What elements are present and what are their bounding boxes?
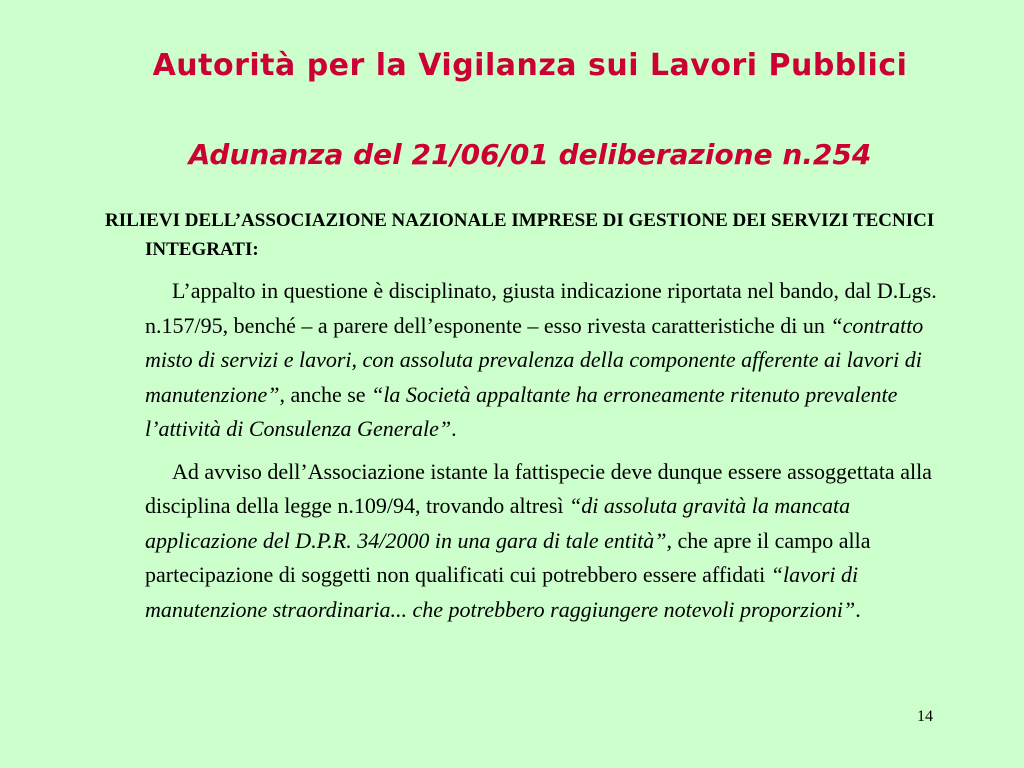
paragraph-2-quote-1: “di assoluta gravità la mancata applicazione del D.P.R. 34/2000 in una gara di tale entità” [145,493,851,553]
paragraph-2-text-1: Ad avviso dell’Associazione istante la fattispecie deve dunque essere assoggettata alla disciplina della legge n.109/94, trovando altresì [145,458,932,518]
paragraph-1-quote-1: “contratto misto di servizi e lavori, con assoluta prevalenza della componente afferente ai lavori di manutenzione” [145,312,924,407]
page-number: 14 [917,708,933,725]
paragraph-1-quote-2: “la Società appaltante ha erroneamente ritenuto prevalente l’attività di Consulenza Generale” [145,381,898,441]
paragraph-1 [145,274,960,447]
paragraph-1-text-2: , anche se [279,381,372,407]
section-heading: RILIEVI DELL’ASSOCIAZIONE NAZIONALE IMPRESE DI GESTIONE DEI SERVIZI TECNICI INTEGRATI: [105,210,935,260]
slide-body [105,206,960,635]
slide-subtitle: Adunanza del 21/06/01 deliberazione n.254 [188,138,872,171]
paragraph-2-quote-2: “lavori di manutenzione straordinaria... che potrebbero raggiungere notevoli proporzioni” [145,562,859,622]
paragraph-1-text-3: . [451,416,457,441]
paragraph-2 [145,455,960,628]
paragraph-2-text-3: . [855,596,861,622]
slide-title: Autorità per la Vigilanza sui Lavori Pubblici [152,48,908,83]
paragraph-1-text-1: L’appalto in questione è disciplinato, giusta indicazione riportata nel bando, dal D.Lgs. n.157/95, benché – a parere dell’esponente – esso rivesta caratteristiche di un [145,278,937,338]
paragraph-2-text-2: , che apre il campo alla partecipazione di soggetti non qualificati cui potrebbero essere affidati [145,527,871,587]
